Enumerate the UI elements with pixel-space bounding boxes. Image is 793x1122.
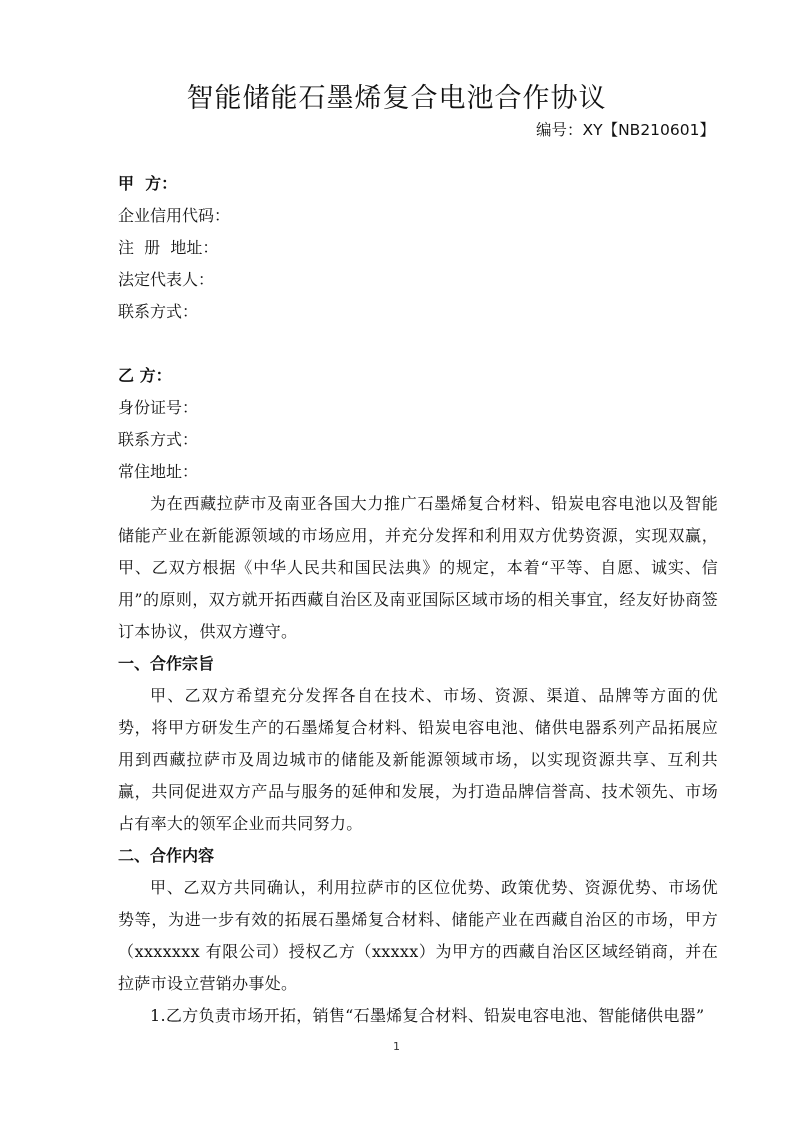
section-2-paragraph-1: 甲、乙双方共同确认，利用拉萨市的区位优势、政策优势、资源优势、市场优势等，为进一步有效的拓展石墨烯复合材料、储能产业在西藏自治区的市场，甲方（xxxxxxx 有限公司）授权乙方（xxxxx）为甲方的西藏自治区区域经销商，并在拉萨市设立营销办事处。 (118, 878, 718, 993)
document-number: 编号：XY【NB210601】 (536, 121, 715, 139)
party-b-address-label: 常住地址： (118, 462, 199, 481)
party-b-contact-label: 联系方式： (118, 430, 199, 449)
party-a-contact-label: 联系方式： (118, 302, 199, 321)
party-a-address-label: 注 册 地址： (118, 238, 219, 257)
party-a-credit-code-label: 企业信用代码： (118, 206, 231, 225)
party-a-heading: 甲 方： (118, 174, 178, 193)
section-2-heading: 二、合作内容 (118, 846, 215, 865)
preamble-paragraph: 为在西藏拉萨市及南亚各国大力推广石墨烯复合材料、铅炭电容电池以及智能储能产业在新能源领域的市场应用，并充分发挥和利用双方优势资源，实现双赢，甲、乙双方根据《中华人民共和国民法典》的规定，本着“平等、自愿、诚实、信用”的原则，双方就开拓西藏自治区及南亚国际区域市场的相关事宜，经友好协商签订本协议，供双方遵守。 (118, 494, 718, 641)
document-body (118, 168, 718, 1032)
party-a-legal-rep-label: 法定代表人： (118, 270, 215, 289)
party-b-id-label: 身份证号： (118, 398, 199, 417)
page-number: 1 (393, 1040, 400, 1053)
document-title: 智能储能石墨烯复合电池合作协议 (186, 83, 607, 114)
section-1-heading: 一、合作宗旨 (118, 654, 215, 673)
section-2-paragraph-2: 1.乙方负责市场开拓，销售“石墨烯复合材料、铅炭电容电池、智能储供电器” (150, 1006, 705, 1025)
spacer (118, 328, 718, 360)
party-b-heading: 乙 方： (118, 366, 172, 385)
section-1-paragraph: 甲、乙双方希望充分发挥各自在技术、市场、资源、渠道、品牌等方面的优势，将甲方研发生产的石墨烯复合材料、铅炭电容电池、储供电器系列产品拓展应用到西藏拉萨市及周边城市的储能及新能源领域市场，以实现资源共享、互利共赢，共同促进双方产品与服务的延伸和发展，为打造品牌信誉高、技术领先、市场占有率大的领军企业而共同努力。 (118, 686, 718, 833)
